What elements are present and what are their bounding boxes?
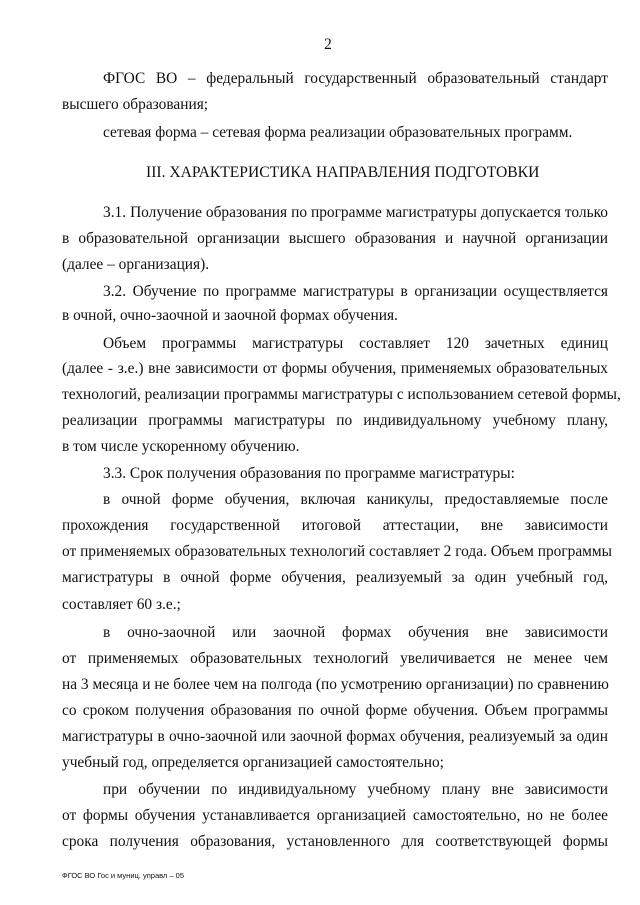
paragraph-line: на 3 месяца и не более чем на полгода (по усмотрению организации) по сравнению — [62, 676, 609, 693]
definition-line: ФГОС ВО – федеральный государственный образовательный стандарт — [103, 70, 608, 87]
definition-line: высшего образования; — [62, 96, 209, 113]
paragraph-line: 3.1. Получение образования по программе магистратуры допускается только — [103, 204, 608, 221]
paragraph-line: 3.2. Обучение по программе магистратуры в организации осуществляется — [103, 283, 608, 300]
paragraph-line: от применяемых образовательных технологий составляет 2 года. Объем программы — [62, 543, 612, 560]
paragraph-line: (далее - з.е.) вне зависимости от формы обучения, применяемых образовательных — [62, 360, 608, 377]
paragraph-line: реализации программы магистратуры по индивидуальному учебному плану, — [62, 412, 608, 429]
page-footer: ФГОС ВО Гос и муниц. управл – 05 — [62, 871, 184, 880]
paragraph-line: технологий, реализации программы магистратуры с использованием сетевой формы, — [62, 386, 621, 403]
paragraph-line: в очной, очно-заочной и заочной формах обучения. — [62, 307, 398, 324]
page-number: 2 — [324, 36, 332, 53]
paragraph-line: составляет 60 з.е.; — [62, 596, 181, 613]
section-heading: III. ХАРАКТЕРИСТИКА НАПРАВЛЕНИЯ ПОДГОТОВКИ — [146, 164, 540, 181]
paragraph-line: (далее – организация). — [62, 256, 210, 273]
paragraph-line: магистратуры в очной форме обучения, реализуемый за один учебный год, — [62, 569, 608, 586]
paragraph-line: от применяемых образовательных технологий увеличивается не менее чем — [62, 650, 608, 667]
paragraph-line: при обучении по индивидуальному учебному плану вне зависимости — [103, 781, 608, 798]
paragraph-line: учебный год, определяется организацией самостоятельно; — [62, 754, 444, 771]
paragraph-line: от формы обучения устанавливается организацией самостоятельно, но не более — [62, 807, 608, 824]
paragraph-line: в очно-заочной или заочной формах обучения вне зависимости — [103, 624, 608, 641]
paragraph-line: прохождения государственной итоговой аттестации, вне зависимости — [62, 517, 608, 534]
paragraph-line: в образовательной организации высшего образования и научной организации — [62, 230, 608, 247]
paragraph-line: магистратуры в очно-заочной или заочной формах обучения, реализуемый за один — [62, 728, 608, 745]
paragraph-line: Объем программы магистратуры составляет 120 зачетных единиц — [103, 335, 608, 352]
definition-line: сетевая форма – сетевая форма реализации образовательных программ. — [103, 124, 573, 141]
paragraph-line: со сроком получения образования по очной форме обучения. Объем программы — [62, 702, 608, 719]
paragraph-line: срока получения образования, установленного для соответствующей формы — [62, 833, 608, 850]
paragraph-line: в очной форме обучения, включая каникулы, предоставляемые после — [103, 491, 608, 508]
paragraph-line: 3.3. Срок получения образования по программе магистратуры: — [103, 465, 515, 482]
paragraph-line: в том числе ускоренному обучению. — [62, 438, 300, 455]
